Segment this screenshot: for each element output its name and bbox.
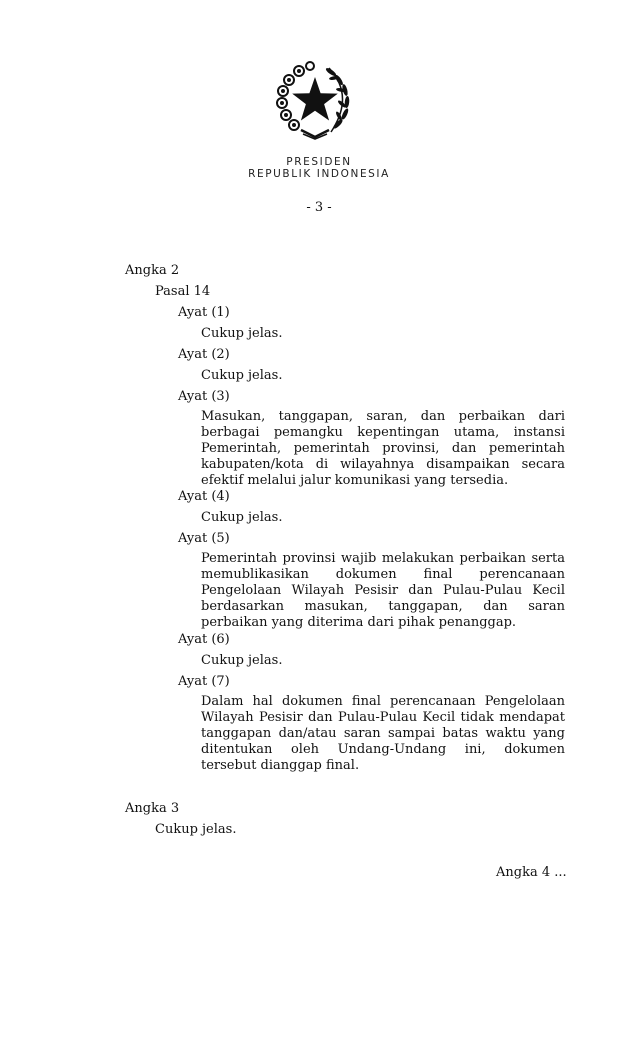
ayat-5-text: Pemerintah provinsi wajib melakukan perbaikan serta memublikasikan dokumen final perencanaan Pengelolaan Wilayah Pesisir dan Pulau-Pulau Kecil berdasarkan masukan, tanggapan, dan saran perbaikan yang diterima dari pihak penanggap.	[201, 551, 565, 630]
ayat-2-text: Cukup jelas.	[201, 368, 283, 383]
next-page-indicator: Angka 4 ...	[496, 865, 567, 880]
ayat-7-label: Ayat (7)	[178, 674, 230, 689]
ayat-2-label: Ayat (2)	[178, 347, 230, 362]
ayat-6-text: Cukup jelas.	[201, 653, 283, 668]
ayat-3-label: Ayat (3)	[178, 389, 230, 404]
page-number: - 3 -	[306, 200, 332, 215]
letterhead-presiden: PRESIDEN	[286, 156, 352, 168]
ayat-1-text: Cukup jelas.	[201, 326, 283, 341]
ayat-7-text: Dalam hal dokumen final perencanaan Pengelolaan Wilayah Pesisir dan Pulau-Pulau Kecil tidak mendapat tanggapan dan/atau saran sampai batas waktu yang ditentukan oleh Undang-Undang ini, dokumen tersebut dianggap final.	[201, 694, 565, 773]
angka-3-heading: Angka 3	[125, 801, 180, 816]
ayat-5-label: Ayat (5)	[178, 531, 230, 546]
angka-3-text: Cukup jelas.	[155, 822, 237, 837]
garuda-star-emblem-icon	[273, 60, 357, 140]
letterhead-republik-indonesia: REPUBLIK INDONESIA	[248, 168, 390, 180]
ayat-6-label: Ayat (6)	[178, 632, 230, 647]
ayat-1-label: Ayat (1)	[178, 305, 230, 320]
ayat-4-label: Ayat (4)	[178, 489, 230, 504]
ayat-3-text: Masukan, tanggapan, saran, dan perbaikan dari berbagai pemangku kepentingan utama, instansi Pemerintah, pemerintah provinsi, dan pemerintah kabupaten/kota di wilayahnya disampaikan secara efektif melalui jalur komunikasi yang tersedia.	[201, 409, 565, 488]
pasal-14-heading: Pasal 14	[155, 284, 211, 299]
angka-2-heading: Angka 2	[125, 263, 180, 278]
ayat-4-text: Cukup jelas.	[201, 510, 283, 525]
